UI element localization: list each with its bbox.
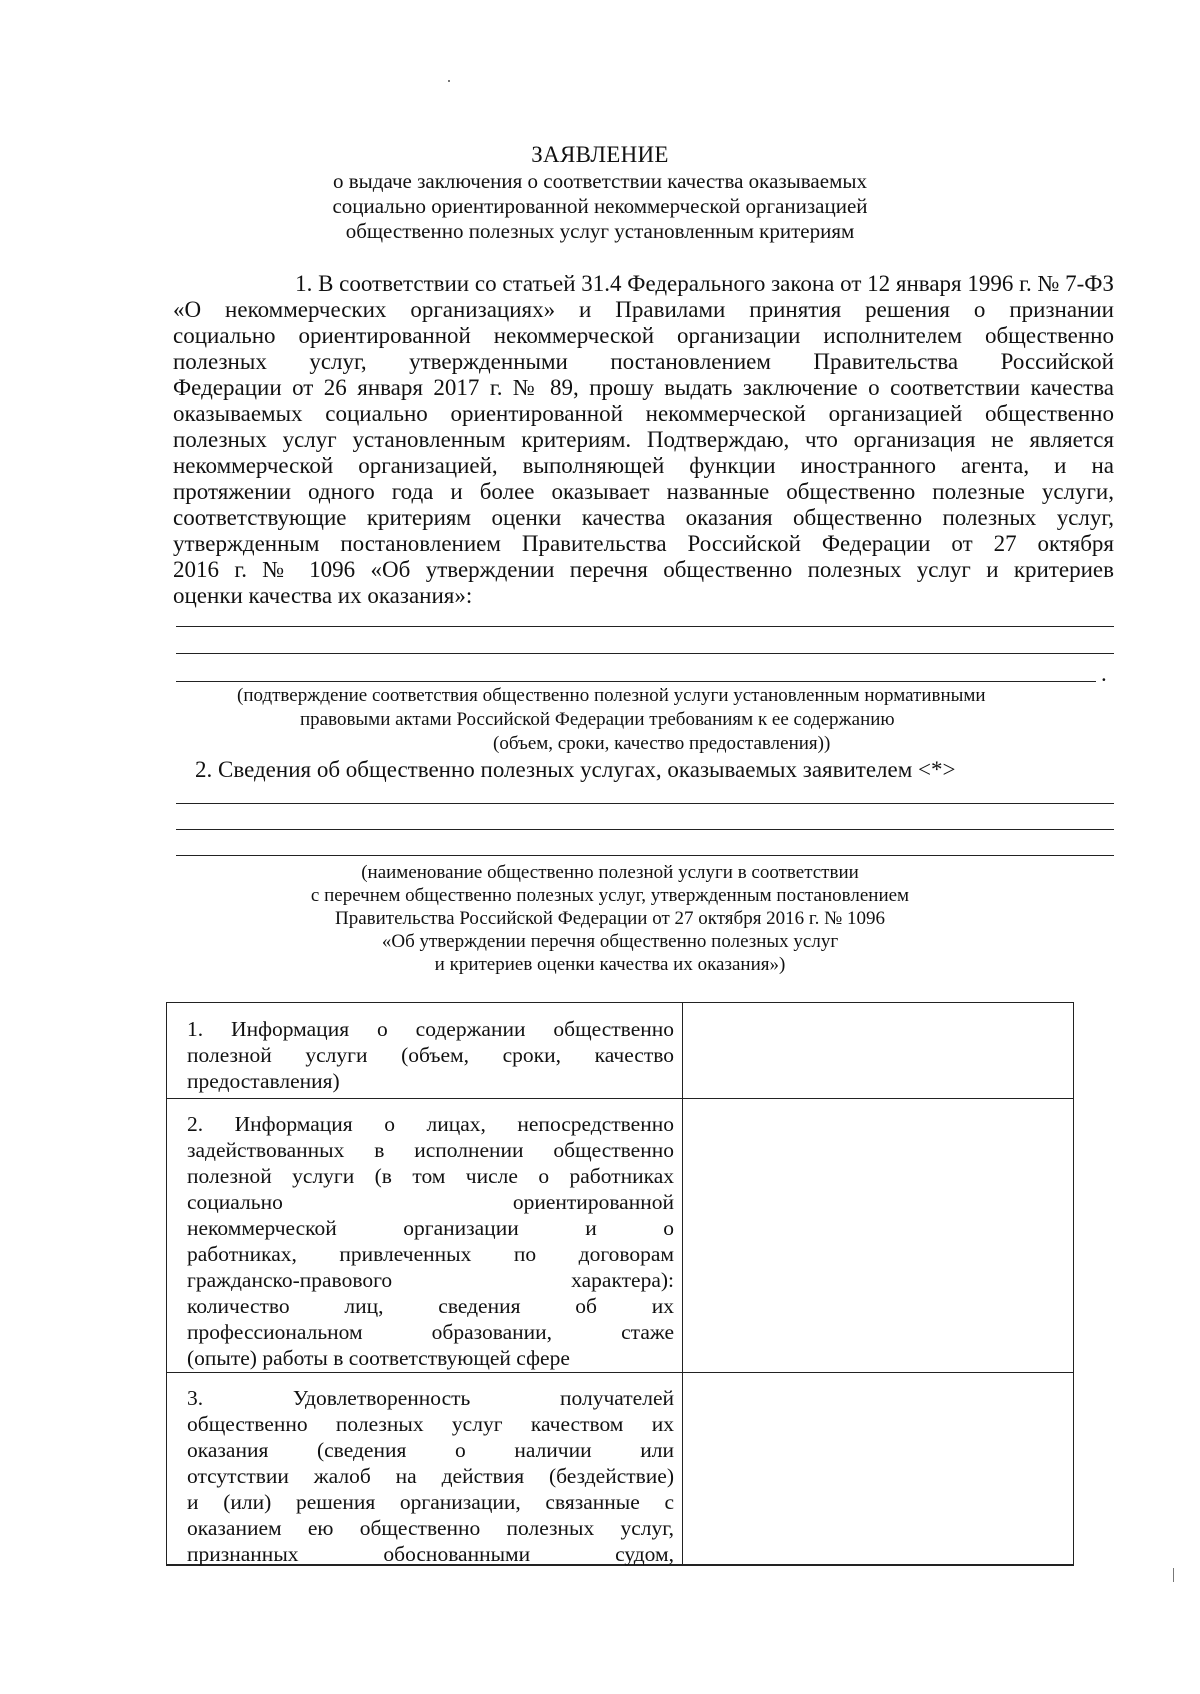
table-row-label-line: гражданско-правового характера): [187,1268,674,1292]
section1-line: утвержденным постановлением Правительства Российской Федерации от 27 октября [173,531,1114,556]
table-row-value[interactable] [697,1112,1057,1138]
table-row-label-line: работниках, привлеченных по договорам [187,1242,674,1266]
table-row-label-line: задействованных в исполнении общественно [187,1138,674,1162]
table-row-label-line: количество лиц, сведения об их [187,1294,674,1318]
table-row-label-line: 1. Информация о содержании общественно [187,1017,674,1041]
table-row-label-line: оказания (сведения о наличии или [187,1438,674,1462]
table-row-label-line: оказанием ею общественно полезных услуг, [187,1516,674,1540]
section1-line: полезных услуг установленным критериям. Подтверждаю, что организация не является [173,427,1114,452]
table-row-label-line: (опыте) работы в соответствующей сфере [187,1346,570,1370]
fill-in-line [176,829,1114,830]
scan-speck [448,80,450,82]
section2-note-line: с перечнем общественно полезных услуг, утвержденным постановлением [310,885,910,906]
table-row-label-line: предоставления) [187,1069,340,1093]
section2-note-line: и критериев оценки качества их оказания») [434,954,786,975]
section2-note-line: «Об утверждении перечня общественно полезных услуг [381,931,839,952]
table-row-label-line: социально ориентированной [187,1190,674,1214]
table-row-label-line: некоммерческой организации и о [187,1216,674,1240]
table-row-label-line: полезной услуги (объем, сроки, качество [187,1043,674,1067]
section1-line: Федерации от 26 января 2017 г. № 89, прошу выдать заключение о соответствии качества [173,375,1114,400]
table-row-value[interactable] [697,1386,1057,1412]
table-column-divider [682,1003,683,1564]
section1-line: полезных услуг, утвержденными постановлением Правительства Российской [173,349,1114,374]
table-row-divider [167,1372,1073,1373]
table-row-value[interactable] [697,1017,1057,1043]
table-row-label-line: признанных обоснованными судом, [187,1542,674,1566]
table-row-label-line: общественно полезных услуг качеством их [187,1412,674,1436]
section2-heading: 2. Сведения об общественно полезных услугах, оказываемых заявителем <*> [195,757,956,782]
table-row-label-line: полезной услуги (в том числе о работниках [187,1164,674,1188]
section1-line: соответствующие критериям оценки качества оказания общественно полезных услуг, [173,505,1114,530]
document-subtitle-line: о выдаче заключения о соответствии качества оказываемых [333,169,867,193]
table-row-divider [167,1098,1073,1099]
section1-line: «О некоммерческих организациях» и Правилами принятия решения о признании [173,297,1114,322]
section1-line: социально ориентированной некоммерческой организации исполнителем общественно [173,323,1114,348]
section1-note-line: (подтверждение соответствия общественно полезной услуги установленным нормативными [237,685,986,706]
end-mark: . [1101,661,1107,686]
section2-note-line: (наименование общественно полезной услуги в соответствии [361,862,859,883]
document-subtitle-line: общественно полезных услуг установленным критериям [345,219,855,243]
section1-line: 1. В соответствии со статьей 31.4 Федерального закона от 12 января 1996 г. № 7-ФЗ [295,271,1114,296]
section2-note-line: Правительства Российской Федерации от 27 октября 2016 г. № 1096 [335,908,885,929]
section1-line: оценки качества их оказания»: [173,583,473,608]
scan-speck [1173,1568,1174,1582]
table-row-label-line: 2. Информация о лицах, непосредственно [187,1112,674,1136]
fill-in-line [176,681,1096,682]
section1-note-line: правовыми актами Российской Федерации требованиям к ее содержанию [300,709,895,730]
fill-in-line [176,803,1114,804]
section1-line: протяжении одного года и более оказывает названные общественно полезные услуги, [173,479,1114,504]
fill-in-line [176,626,1114,627]
section1-line: оказываемых социально ориентированной некоммерческой организацией общественно [173,401,1114,426]
section1-note-line: (объем, сроки, качество предоставления)) [493,733,831,754]
section1-line: некоммерческой организацией, выполняющей функции иностранного агента, и на [173,453,1114,478]
fill-in-line [176,653,1114,654]
table-row-label-line: и (или) решения организации, связанные с [187,1490,674,1514]
section1-line: 2016 г. № 1096 «Об утверждении перечня общественно полезных услуг и критериев [173,557,1114,582]
table-row-label-line: профессиональном образовании, стаже [187,1320,674,1344]
document-title: ЗАЯВЛЕНИЕ [531,142,669,167]
document-subtitle-line: социально ориентированной некоммерческой организацией [332,194,868,218]
table-row-label-line: 3. Удовлетворенность получателей [187,1386,674,1410]
fill-in-line [176,855,1114,856]
table-row-label-line: отсутствии жалоб на действия (бездействие) [187,1464,674,1488]
services-table [166,1002,1074,1566]
